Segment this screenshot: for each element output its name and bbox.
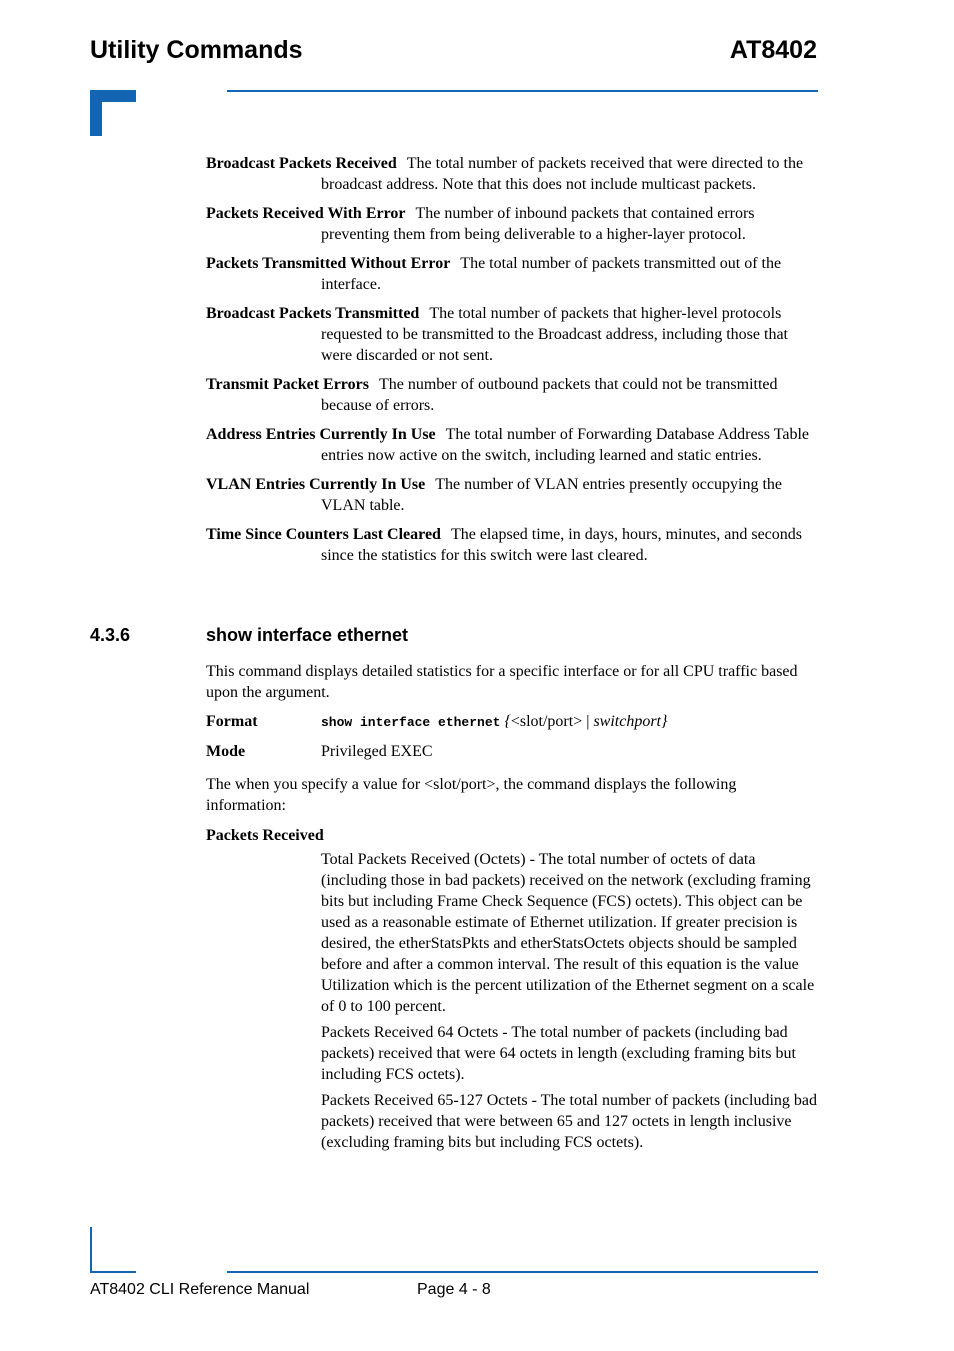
definitions-list <box>206 153 818 574</box>
definition-text: The number of outbound packets that could not be transmitted because of errors. <box>321 376 778 414</box>
mode-value: Privileged EXEC <box>321 743 433 760</box>
packets-received-paragraph: Total Packets Received (Octets) - The total number of octets of data (including those in bad packets) received on the network (excluding framing bits but including Frame Check Sequence (FCS) octets). This object can be used as a reasonable estimate of Ethernet utilization. If greater precision is desired, the etherStatsPkts and etherStatsOctets objects should be sampled before and after a common interval. The result of this equation is the value Utilization which is the percent utilization of the Ethernet segment on a scale of 0 to 100 percent. <box>321 851 815 1015</box>
definition-text: The total number of Forwarding Database Address Table entries now active on the switch, including learned and static entries. <box>321 426 810 464</box>
corner-mark-bottom-vertical <box>90 1227 92 1273</box>
definition-text: The total number of packets received that were directed to the broadcast address. Note that this does not include multicast packets. <box>321 155 804 193</box>
footer-rule <box>227 1271 818 1273</box>
definition-text: The total number of packets transmitted out of the interface. <box>321 255 782 293</box>
definition-item <box>206 253 818 295</box>
definition-term: Packets Received With Error <box>206 205 406 222</box>
definition-term: Broadcast Packets Received <box>206 155 397 172</box>
definition-text: The total number of packets that higher-level protocols requested to be transmitted to the Broadcast address, including those that were discarded or not sent. <box>321 305 788 364</box>
definition-text: The number of VLAN entries presently occupying the VLAN table. <box>321 476 782 514</box>
section-number: 4.3.6 <box>90 625 131 645</box>
definition-term: Transmit Packet Errors <box>206 376 369 393</box>
packets-received-paragraph: Packets Received 65-127 Octets - The total number of packets (including bad packets) received that were between 65 and 127 octets in length inclusive (excluding framing bits but including FCS octets). <box>321 1092 817 1151</box>
format-arg-switchport: switchport} <box>593 713 668 730</box>
definition-term: VLAN Entries Currently In Use <box>206 476 426 493</box>
definition-term: Packets Transmitted Without Error <box>206 255 451 272</box>
header-rule <box>227 90 818 92</box>
format-brace: { <box>500 713 511 730</box>
footer-manual-title: AT8402 CLI Reference Manual <box>90 1281 310 1298</box>
footer-page-number: Page 4 - 8 <box>417 1281 491 1298</box>
format-arg-slot-port: <slot/port> <box>510 713 583 730</box>
definition-item <box>206 474 818 516</box>
corner-mark-bottom-horizontal <box>90 1271 136 1273</box>
format-separator: | <box>582 713 594 730</box>
packets-received-heading: Packets Received <box>206 827 324 844</box>
section-heading <box>90 625 818 646</box>
header-title: Utility Commands <box>90 36 303 64</box>
format-row <box>206 711 818 733</box>
header-product: AT8402 <box>729 36 817 64</box>
definition-text: The elapsed time, in days, hours, minutes, and seconds since the statistics for this switch were last cleared. <box>321 526 802 564</box>
mode-label: Mode <box>206 743 246 760</box>
definition-text: The number of inbound packets that contained errors preventing them from being deliverable to a higher-layer protocol. <box>321 205 755 243</box>
section-body <box>206 661 818 1158</box>
definition-term: Address Entries Currently In Use <box>206 426 436 443</box>
definition-term: Time Since Counters Last Cleared <box>206 526 441 543</box>
when-paragraph: The when you specify a value for <slot/port>, the command displays the following information: <box>206 776 737 814</box>
format-label: Format <box>206 713 258 730</box>
packets-received-paragraph: Packets Received 64 Octets - The total number of packets (including bad packets) received that were 64 octets in length (excluding framing bits but including FCS octets). <box>321 1024 796 1083</box>
format-value <box>321 711 667 733</box>
definition-item <box>206 203 818 245</box>
format-command: show interface ethernet <box>321 715 501 730</box>
definition-item <box>206 153 818 195</box>
intro-paragraph: This command displays detailed statistics for a specific interface or for all CPU traffic based upon the argument. <box>206 663 798 701</box>
definition-item <box>206 424 818 466</box>
definition-item <box>206 524 818 566</box>
mode-row <box>206 741 818 762</box>
corner-mark-top-vertical <box>90 90 102 136</box>
definition-item <box>206 303 818 366</box>
section-title: show interface ethernet <box>206 625 409 645</box>
definition-term: Broadcast Packets Transmitted <box>206 305 420 322</box>
definition-item <box>206 374 818 416</box>
